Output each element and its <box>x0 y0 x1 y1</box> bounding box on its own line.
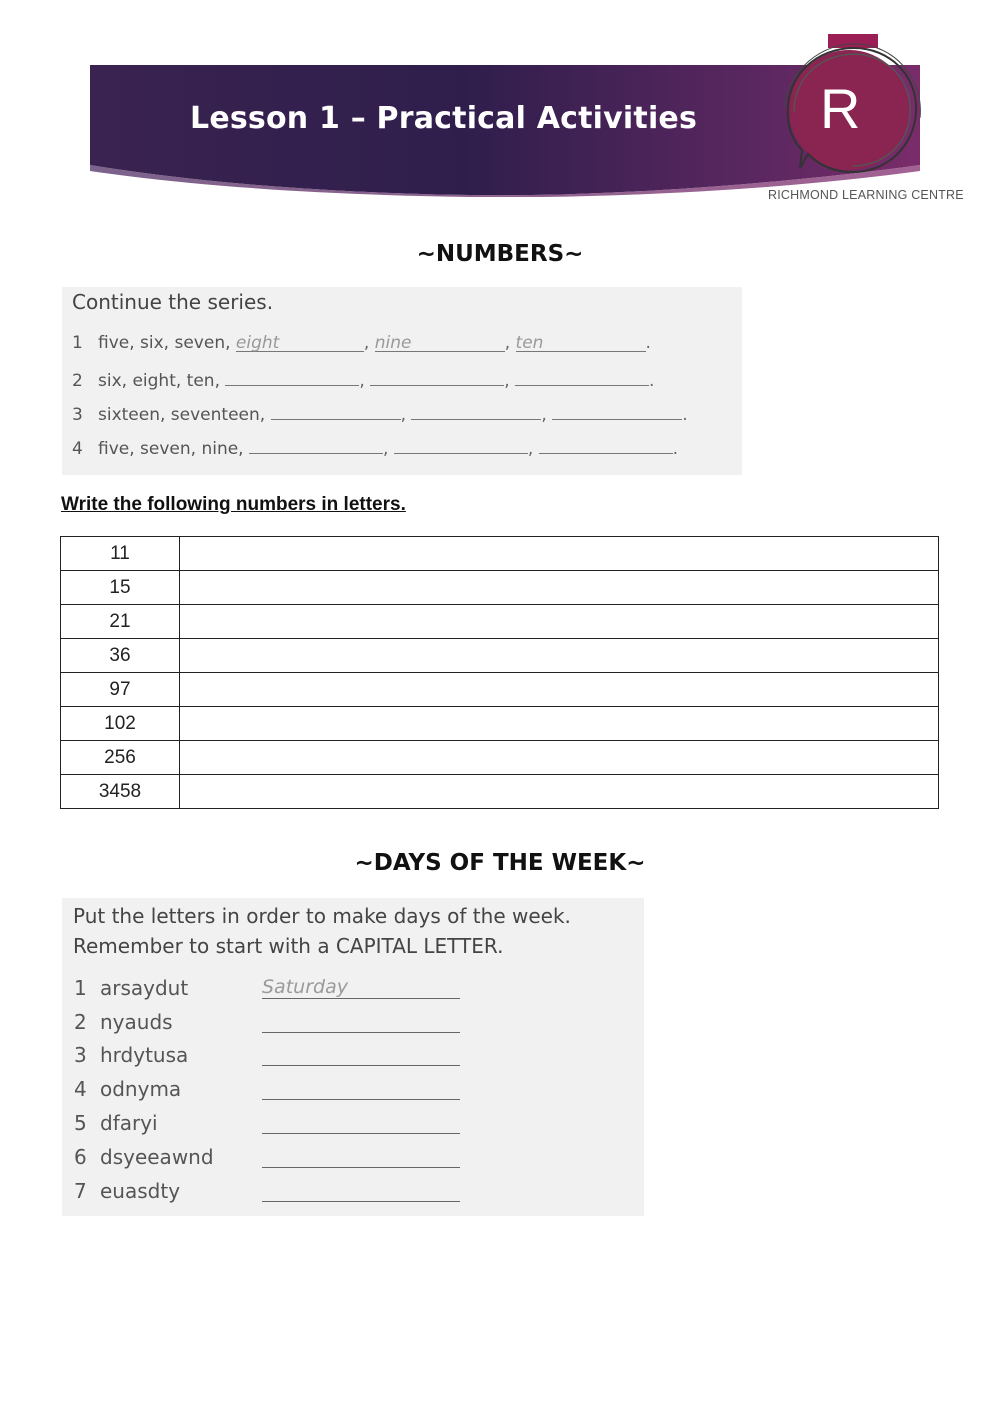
days-exercise <box>62 898 644 1216</box>
day-number: 4 <box>74 1077 87 1101</box>
days-section-title: ~DAYS OF THE WEEK~ <box>354 850 646 876</box>
logo-caption: RICHMOND LEARNING CENTRE <box>768 188 964 202</box>
scrambled-word: dfaryi <box>100 1111 158 1135</box>
day-answer[interactable] <box>262 1043 460 1066</box>
series-answer[interactable]: ten <box>516 333 646 352</box>
series-text: sixteen, seventeen, <box>98 405 266 425</box>
series-answer[interactable] <box>271 401 401 420</box>
answer-cell[interactable] <box>180 775 939 809</box>
answer-cell[interactable] <box>180 605 939 639</box>
day-answer[interactable]: Saturday <box>262 976 460 999</box>
series-item-4: 4 five, seven, nine, , , . <box>72 435 678 459</box>
numbers-table <box>60 536 939 809</box>
day-number: 2 <box>74 1010 87 1034</box>
table-row <box>61 673 939 707</box>
series-item-2: 2 six, eight, ten, , , . <box>72 367 654 391</box>
answer-cell[interactable] <box>180 571 939 605</box>
scrambled-word: nyauds <box>100 1010 173 1034</box>
day-number: 1 <box>74 976 87 1000</box>
series-text: five, seven, nine, <box>98 439 244 459</box>
page-title: Lesson 1 – Practical Activities <box>190 101 698 136</box>
series-answer[interactable] <box>370 367 504 386</box>
table-row <box>61 707 939 741</box>
series-number: 4 <box>72 439 83 459</box>
number-cell: 21 <box>61 605 180 639</box>
day-number: 7 <box>74 1179 87 1203</box>
answer-cell[interactable] <box>180 741 939 775</box>
series-number: 3 <box>72 405 83 425</box>
day-answer[interactable] <box>262 1179 460 1202</box>
number-cell: 11 <box>61 537 180 571</box>
number-cell: 97 <box>61 673 180 707</box>
numbers-in-letters-instruction: Write the following numbers in letters. <box>61 494 406 515</box>
number-cell: 3458 <box>61 775 180 809</box>
series-answer[interactable] <box>515 367 649 386</box>
series-text: six, eight, ten, <box>98 371 220 391</box>
scrambled-word: euasdty <box>100 1179 181 1203</box>
series-answer[interactable] <box>394 435 528 454</box>
series-exercise <box>62 287 742 475</box>
days-instruction-2: Remember to start with a CAPITAL LETTER. <box>73 934 504 958</box>
answer-cell[interactable] <box>180 707 939 741</box>
scrambled-word: dsyeeawnd <box>100 1145 214 1169</box>
scrambled-word: odnyma <box>100 1077 182 1101</box>
table-row <box>61 741 939 775</box>
day-number: 3 <box>74 1043 87 1067</box>
series-number: 2 <box>72 371 83 391</box>
number-cell: 256 <box>61 741 180 775</box>
series-instruction: Continue the series. <box>72 290 274 314</box>
answer-cell[interactable] <box>180 537 939 571</box>
day-number: 6 <box>74 1145 87 1169</box>
series-number: 1 <box>72 333 83 353</box>
series-item-3: 3 sixteen, seventeen, , , . <box>72 401 688 425</box>
table-row <box>61 639 939 673</box>
days-instruction-1: Put the letters in order to make days of the week. <box>73 904 571 928</box>
day-answer[interactable] <box>262 1077 460 1100</box>
series-answer[interactable] <box>411 401 541 420</box>
series-answer[interactable] <box>249 435 383 454</box>
series-item-1: 1 five, six, seven, eight , nine , ten . <box>72 333 651 353</box>
table-row <box>61 605 939 639</box>
answer-cell[interactable] <box>180 673 939 707</box>
table-row <box>61 537 939 571</box>
series-answer[interactable] <box>552 401 682 420</box>
table-row <box>61 775 939 809</box>
day-number: 5 <box>74 1111 87 1135</box>
series-answer[interactable]: eight <box>236 333 364 352</box>
series-answer[interactable] <box>225 367 359 386</box>
scrambled-word: arsaydut <box>100 976 189 1000</box>
logo-letter: R <box>820 77 861 140</box>
day-answer[interactable] <box>262 1111 460 1134</box>
table-row <box>61 571 939 605</box>
series-text: five, six, seven, <box>98 333 231 353</box>
numbers-section-title: ~NUMBERS~ <box>416 241 584 267</box>
series-answer[interactable] <box>539 435 673 454</box>
series-answer[interactable]: nine <box>375 333 505 352</box>
number-cell: 36 <box>61 639 180 673</box>
answer-cell[interactable] <box>180 639 939 673</box>
number-cell: 102 <box>61 707 180 741</box>
scrambled-word: hrdytusa <box>100 1043 189 1067</box>
day-answer[interactable] <box>262 1010 460 1033</box>
day-answer[interactable] <box>262 1145 460 1168</box>
number-cell: 15 <box>61 571 180 605</box>
